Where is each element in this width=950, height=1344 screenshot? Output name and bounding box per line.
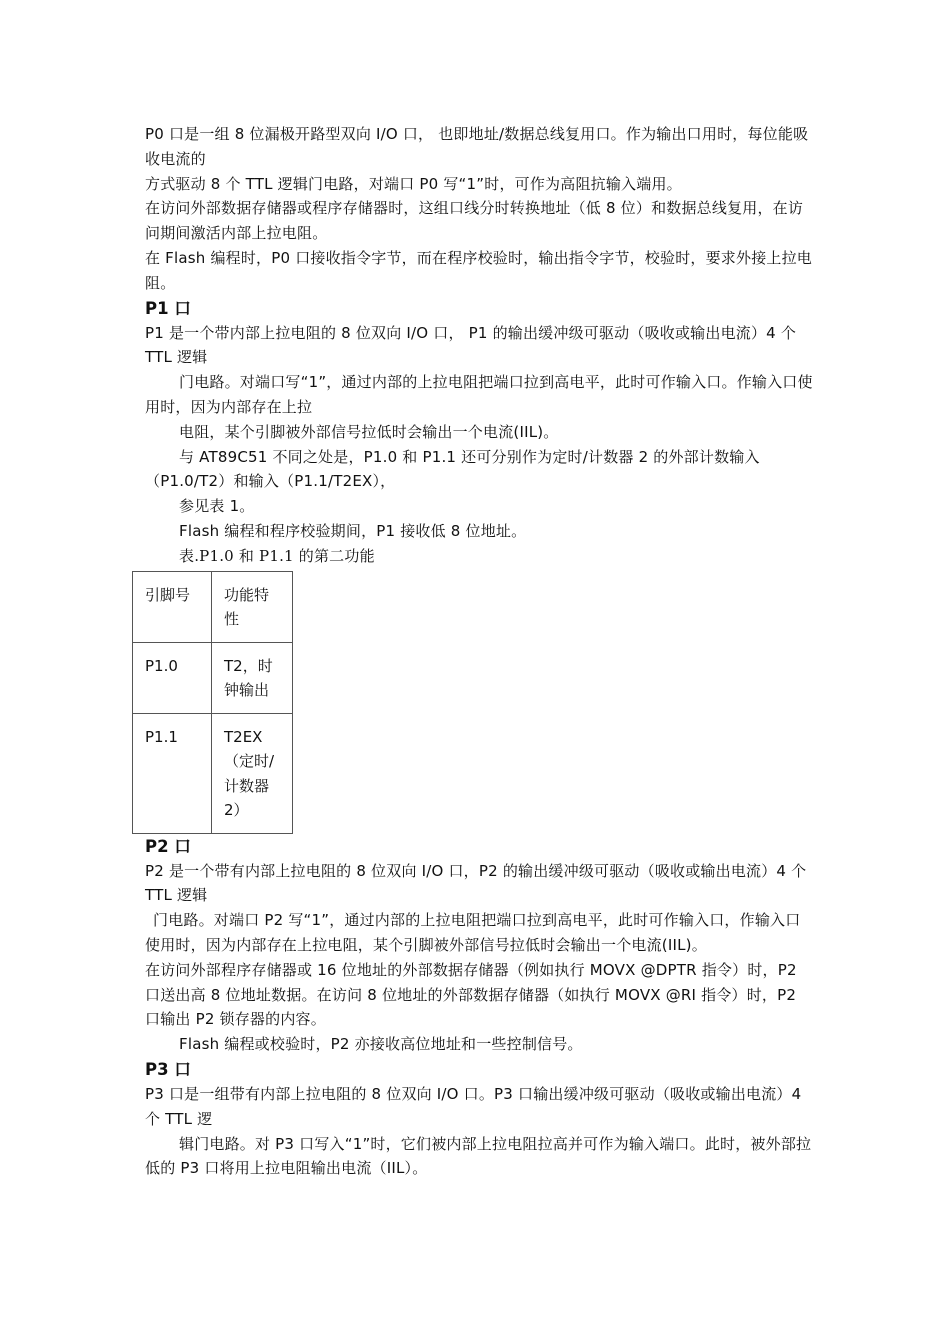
table-cell-pin: P1.0: [133, 642, 212, 713]
table-header-row: [133, 571, 293, 642]
p0-paragraph-1: P0 口是一组 8 位漏极开路型双向 I/O 口， 也即地址/数据总线复用口。作为输出口用时，每位能吸收电流的: [145, 125, 809, 168]
p3-heading: P3 口: [145, 1059, 191, 1079]
p3-paragraph-1: P3 口是一组带有内部上拉电阻的 8 位双向 I/O 口。P3 口输出缓冲级可驱动（吸收或输出电流）4 个 TTL 逻: [145, 1084, 802, 1128]
p2-paragraph-1: P2 是一个带有内部上拉电阻的 8 位双向 I/O 口，P2 的输出缓冲级可驱动（吸收或输出电流）4 个 TTL 逻辑: [145, 861, 807, 905]
p2-paragraph-4: Flash 编程或校验时，P2 亦接收高位地址和一些控制信号。: [179, 1035, 583, 1054]
table-header-pin: 引脚号: [133, 571, 212, 642]
p1-paragraph-5: 参见表 1。: [179, 497, 255, 516]
p1-paragraph-6: Flash 编程和程序校验期间，P1 接收低 8 位地址。: [179, 521, 527, 540]
table-row: [133, 642, 293, 713]
p1-heading: P1 口: [145, 298, 191, 318]
p2-paragraph-2: 门电路。对端口 P2 写“1”，通过内部的上拉电阻把端口拉到高电平，此时可作输入口，作输入口使用时，因为内部存在上拉电阻，某个引脚被外部信号拉低时会输出一个电流(IIL)。: [145, 911, 801, 954]
pin-function-table: [132, 571, 293, 834]
table-caption: 表.P1.0 和 P1.1 的第二功能: [179, 546, 375, 565]
table-header-function: 功能特性: [212, 571, 293, 642]
p1-paragraph-4: 与 AT89C51 不同之处是，P1.0 和 P1.1 还可分别作为定时/计数器 2 的外部计数输入（P1.0/T2）和输入（P1.1/T2EX），: [145, 447, 760, 491]
table-cell-function: T2，时钟输出: [212, 642, 293, 713]
p0-paragraph-3: 在访问外部数据存储器或程序存储器时，这组口线分时转换地址（低 8 位）和数据总线复用，在访问期间激活内部上拉电阻。: [145, 199, 804, 243]
p3-paragraph-2: 辑门电路。对 P3 口写入“1”时，它们被内部上拉电阻拉高并可作为输入端口。此时，被外部拉低的 P3 口将用上拉电阻输出电流（IIL）。: [145, 1134, 812, 1178]
document-page: [145, 122, 815, 1181]
p1-paragraph-2: 门电路。对端口写“1”，通过内部的上拉电阻把端口拉到高电平，此时可作输入口。作输入口使用时，因为内部存在上拉: [145, 373, 813, 416]
p1-paragraph-3: 电阻，某个引脚被外部信号拉低时会输出一个电流(IIL)。: [179, 422, 559, 441]
p0-paragraph-2: 方式驱动 8 个 TTL 逻辑门电路，对端口 P0 写“1”时，可作为高阻抗输入端用。: [145, 174, 682, 193]
table-cell-function: T2EX（定时/计数器 2）: [212, 713, 293, 833]
p0-paragraph-4: 在 Flash 编程时，P0 口接收指令字节，而在程序校验时，输出指令字节，校验时，要求外接上拉电阻。: [145, 248, 813, 292]
table-row: [133, 713, 293, 833]
p1-paragraph-1: P1 是一个带内部上拉电阻的 8 位双向 I/O 口， P1 的输出缓冲级可驱动（吸收或输出电流）4 个 TTL 逻辑: [145, 323, 797, 367]
p2-heading: P2 口: [145, 836, 191, 856]
p2-paragraph-3: 在访问外部程序存储器或 16 位地址的外部数据存储器（例如执行 MOVX @DPTR 指令）时，P2 口送出高 8 位地址数据。在访问 8 位地址的外部数据存储器（如执行 MOVX @RI 指令）时，P2 口输出 P2 锁存器的内容。: [145, 960, 797, 1029]
table-cell-pin: P1.1: [133, 713, 212, 833]
